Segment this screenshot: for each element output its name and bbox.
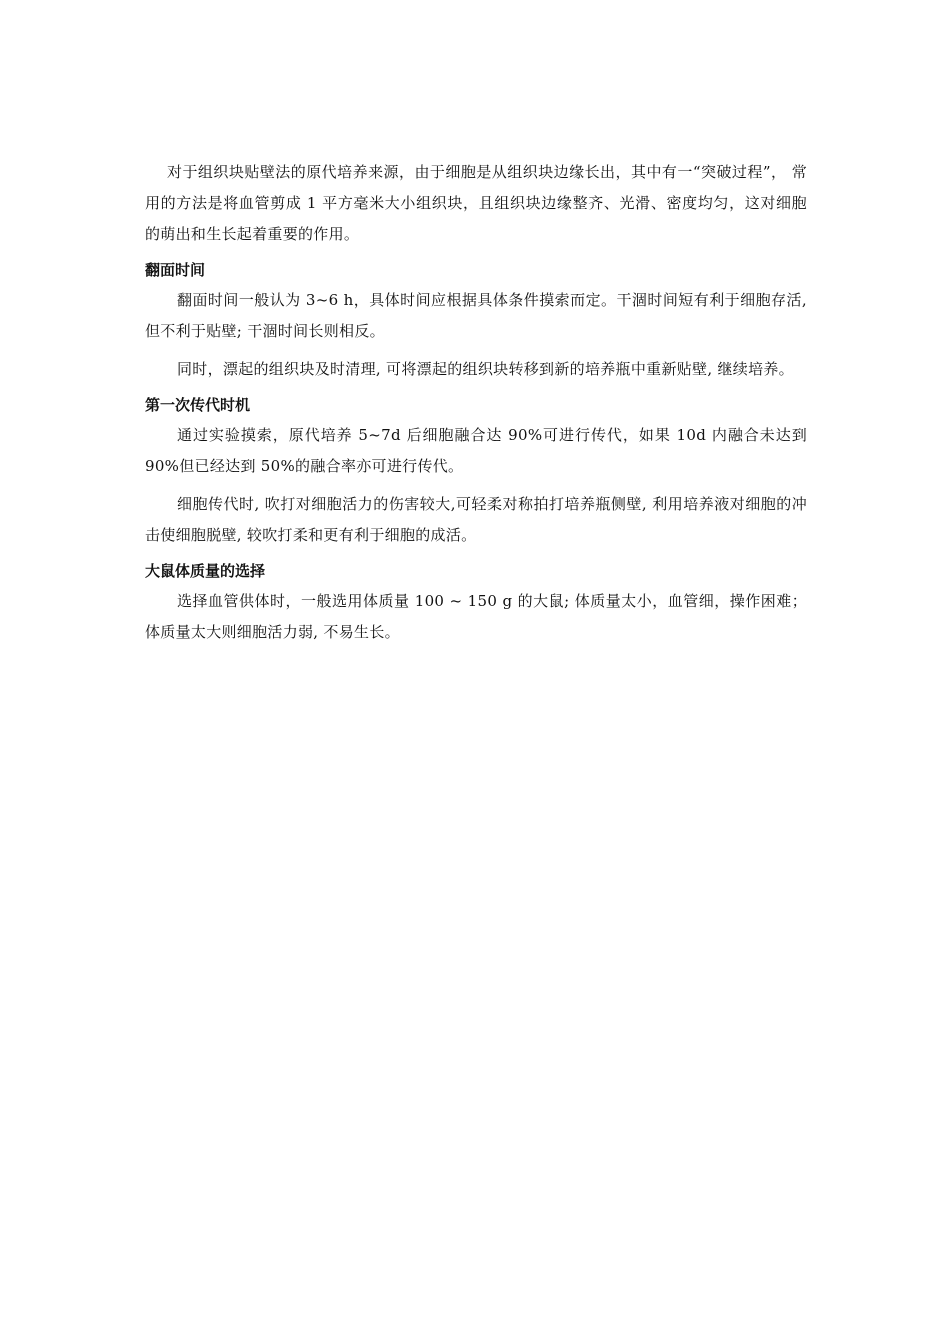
paragraph: 通过实验摸索，原代培养 5~7d 后细胞融合达 90%可进行传代，如果 10d 内融合未达到 90%但已经达到 50%的融合率亦可进行传代。 xyxy=(145,426,807,475)
paragraph: 细胞传代时, 吹打对细胞活力的伤害较大,可轻柔对称拍打培养瓶侧壁, 利用培养液对细胞的冲击使细胞脱壁, 较吹打柔和更有利于细胞的成活。 xyxy=(145,495,807,544)
paragraph: 选择血管供体时，一般选用体质量 100 ~ 150 g 的大鼠; 体质量太小，血管细，操作困难；体质量太大则细胞活力弱, 不易生长。 xyxy=(145,592,807,641)
paragraph: 同时，漂起的组织块及时清理, 可将漂起的组织块转移到新的培养瓶中重新贴壁, 继续培养。 xyxy=(177,360,794,378)
section-heading-flip-time: 翻面时间 xyxy=(145,261,206,279)
section-heading-rat-weight: 大鼠体质量的选择 xyxy=(145,562,266,580)
document-body xyxy=(145,157,807,648)
section-heading-first-passage: 第一次传代时机 xyxy=(145,396,251,414)
intro-paragraph: 对于组织块贴壁法的原代培养来源，由于细胞是从组织块边缘长出，其中有一“突破过程”， 常用的方法是将血管剪成 1 平方毫米大小组织块，且组织块边缘整齐、光滑、密度均匀，这对细胞的萌出和生长起着重要的作用。 xyxy=(145,163,807,243)
paragraph: 翻面时间一般认为 3~6 h，具体时间应根据具体条件摸索而定。干涸时间短有利于细胞存活, 但不利于贴壁; 干涸时间长则相反。 xyxy=(145,291,807,340)
